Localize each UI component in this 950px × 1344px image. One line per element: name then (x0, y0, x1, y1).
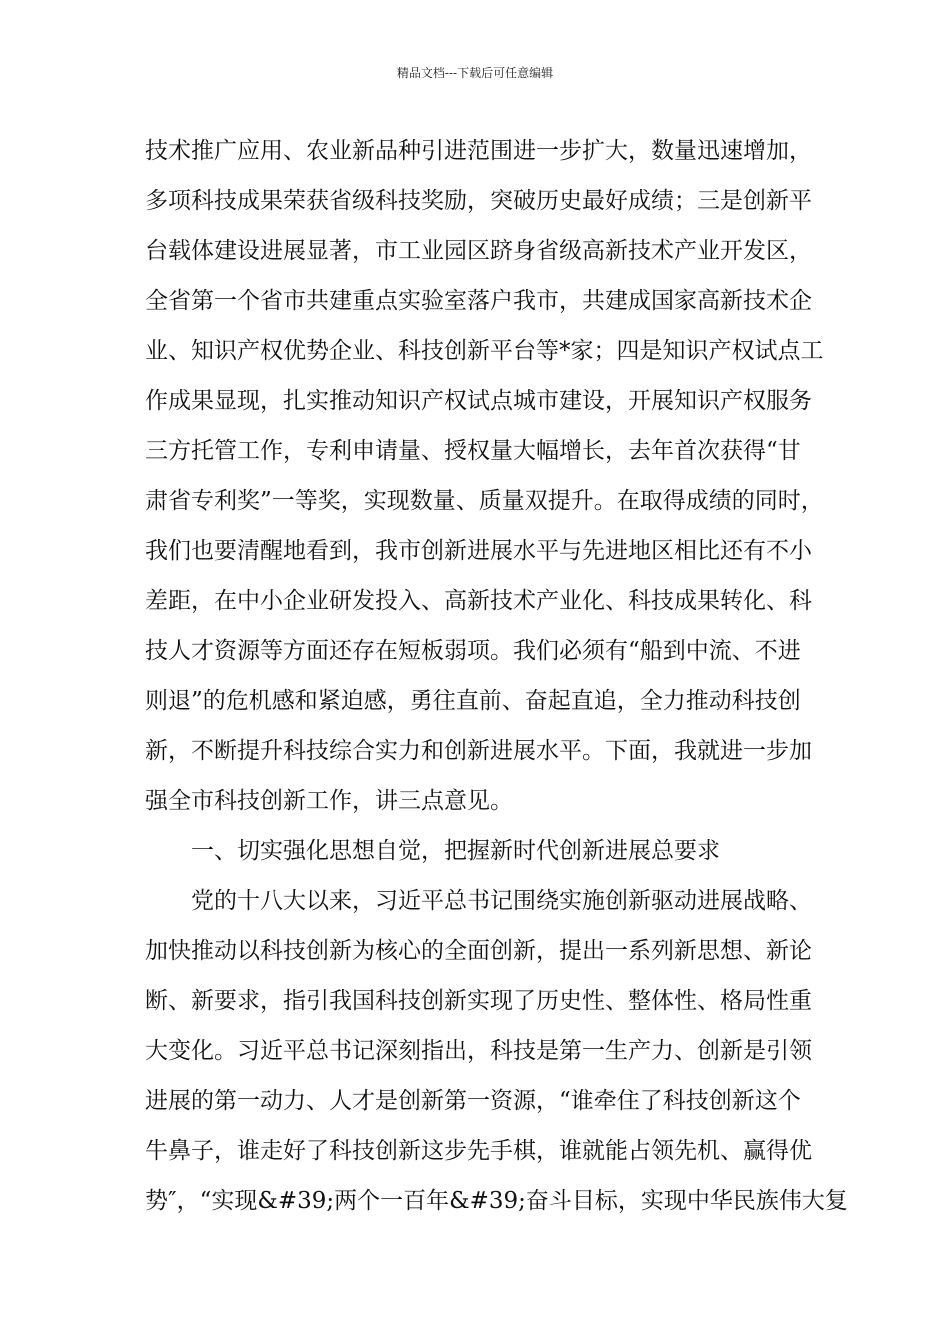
text-line: 强全市科技创新工作，讲三点意见。 (145, 788, 513, 814)
text-line: 作成果显现，扎实推动知识产权试点城市建设，开展知识产权服务 (145, 388, 812, 414)
text-line: 台载体建设进展显著，市工业园区跻身省级高新技术产业开发区， (145, 238, 812, 264)
text-line: 加快推动以科技创新为核心的全面创新，提出一系列新思想、新论 (145, 938, 812, 964)
text-line: 大变化。习近平总书记深刻指出，科技是第一生产力、创新是引领 (145, 1038, 812, 1064)
text-line: 多项科技成果荣获省级科技奖励，突破历史最好成绩；三是创新平 (145, 188, 812, 214)
text-line: 全省第一个省市共建重点实验室落户我市，共建成国家高新技术企 (145, 288, 812, 314)
text-line: 三方托管工作，专利申请量、授权量大幅增长，去年首次获得“甘 (145, 438, 801, 464)
text-line: 我们也要清醒地看到，我市创新进展水平与先进地区相比还有不小 (145, 538, 812, 564)
text-line: 断、新要求，指引我国科技创新实现了历史性、整体性、格局性重 (145, 988, 812, 1014)
text-line: 技人才资源等方面还存在短板弱项。我们必须有“船到中流、不进 (145, 638, 801, 664)
section-heading: 一、切实强化思想自觉，把握新时代创新进展总要求 (191, 838, 720, 864)
text-line: 业、知识产权优势企业、科技创新平台等*家；四是知识产权试点工 (145, 338, 824, 364)
text-line: 党的十八大以来，习近平总书记围绕实施创新驱动进展战略、 (191, 888, 812, 914)
text-line: 牛鼻子，谁走好了科技创新这步先手棋，谁就能占领先机、赢得优 (145, 1138, 812, 1164)
text-line: 新，不断提升科技综合实力和创新进展水平。下面，我就进一步加 (145, 738, 812, 764)
text-line: 势″，“实现&#39;两个一百年&#39;奋斗目标，实现中华民族伟大复 (145, 1188, 848, 1214)
text-line: 进展的第一动力、人才是创新第一资源，“谁牵住了科技创新这个 (145, 1088, 801, 1114)
page-header: 精品文档---下载后可任意编辑 (396, 66, 554, 80)
text-line: 肃省专利奖”一等奖，实现数量、质量双提升。在取得成绩的同时， (145, 488, 824, 514)
text-line: 则退”的危机感和紧迫感，勇往直前、奋起直追，全力推动科技创 (145, 688, 801, 714)
document-body (145, 126, 848, 1226)
text-line: 差距，在中小企业研发投入、高新技术产业化、科技成果转化、科 (145, 588, 812, 614)
text-line: 技术推广应用、农业新品种引进范围进一步扩大，数量迅速增加， (145, 138, 812, 164)
